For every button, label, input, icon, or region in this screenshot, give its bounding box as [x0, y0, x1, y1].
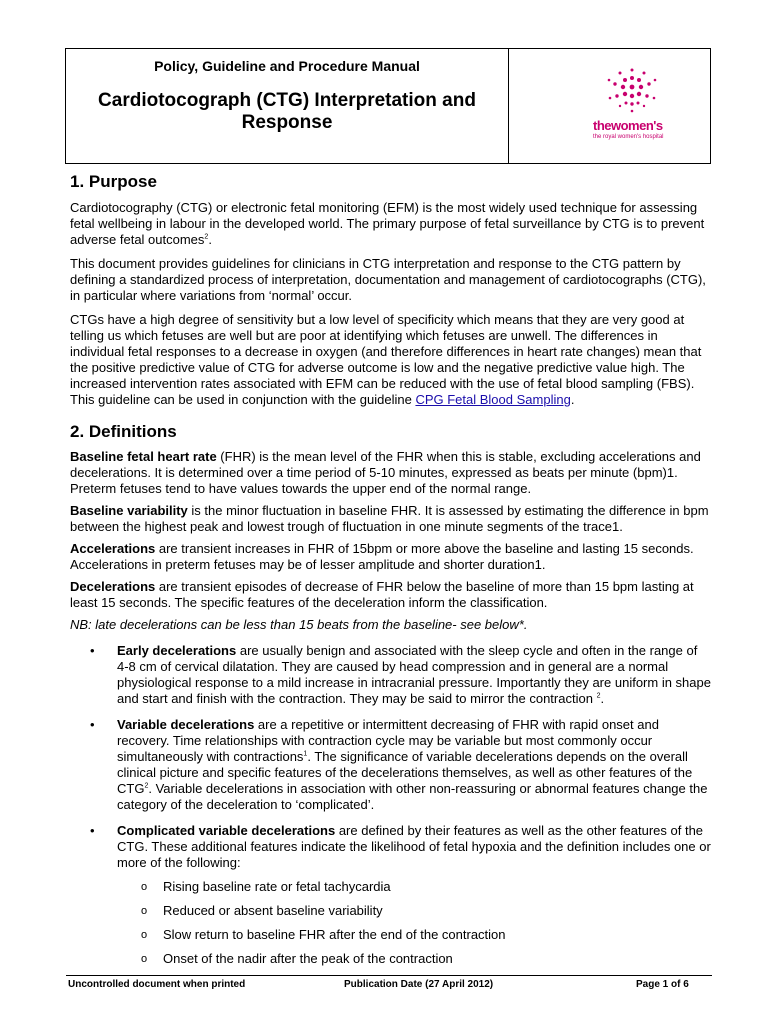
circle-bullet-icon: o	[141, 953, 148, 965]
purpose-paragraph-1: Cardiotocography (CTG) or electronic fetal monitoring (EFM) is the most widely used technique for assessing fetal wellbeing in labour in the developed world. The primary purpose of fetal surveillance by CTG is to prevent adverse fetal outcomes$^2$.	[70, 200, 705, 247]
circle-bullet-icon: o	[141, 881, 148, 893]
nb-note: NB: late decelerations can be less than 15 beats from the baseline- see below*.	[70, 617, 528, 632]
definitions-heading: 2. Definitions	[70, 422, 177, 441]
bullet-icon: •	[90, 717, 95, 732]
manual-title: Policy, Guideline and Procedure Manual	[154, 58, 420, 74]
list-item: o Rising baseline rate or fetal tachycardia	[141, 879, 391, 894]
document-title-line1: Cardiotocograph (CTG) Interpretation and	[98, 90, 476, 111]
document-title-line2: Response	[241, 112, 333, 133]
list-item: o Onset of the nadir after the peak of the contraction	[141, 951, 453, 966]
bullet-early-decelerations: • Early decelerations are usually benign and associated with the sleep cycle and often in the range of 4-8 cm of cervical dilatation. They are caused by head compression and in general are a normal physiological response to a mild increase in intracranial pressure. Importantly they are uniform in shape and start and finish with the contraction. They may be said to mirror the contraction $^2$.	[90, 643, 711, 706]
document-title	[66, 90, 508, 134]
footer-uncontrolled-note: Uncontrolled document when printed	[68, 979, 246, 990]
logo-subtext: the royal women's hospital	[593, 134, 664, 140]
circle-bullet-icon: o	[141, 929, 148, 941]
purpose-paragraph-2: This document provides guidelines for clinicians in CTG interpretation and response to the CTG pattern by defining a standardized process of interpretation, documentation and management of cardiotocographs (CTG), in particular where variations from ‘normal’ occur.	[70, 256, 706, 303]
header-divider	[508, 49, 509, 163]
footer-page-number: Page 1 of 6	[636, 979, 689, 990]
definition-baseline-variability: Baseline variability is the minor fluctuation in baseline FHR. It is assessed by estimating the difference in bpm between the highest peak and lowest trough of fluctuation in one minute segments of the trace1.	[70, 503, 709, 534]
list-item: o Reduced or absent baseline variability	[141, 903, 383, 918]
purpose-heading: 1. Purpose	[70, 172, 157, 191]
definition-baseline-fhr: Baseline fetal heart rate (FHR) is the mean level of the FHR when this is stable, excluding accelerations and decelerations. It is determined over a time period of 5-10 minutes, expressed as beats per minute (bpm)1. Preterm fetuses tend to have values towards the upper end of the normal range.	[70, 449, 701, 496]
bullet-variable-decelerations: • Variable decelerations are a repetitive or intermittent decreasing of FHR with rapid onset and recovery. Time relationships with contraction cycle may be variable but most commonly occur simultaneously with contractions$^1$. The significance of variable decelerations depends on the overall clinical picture and specific features of the decelerations themselves, as well as other features of the CTG$^2$. Variable decelerations in association with other non-reassuring or abnormal features change the category of the deceleration to ‘complicated’.	[90, 717, 708, 812]
logo-wordmark: thewomen's	[593, 118, 663, 133]
definition-decelerations: Decelerations are transient episodes of decrease of FHR below the baseline of more than 15 bpm lasting at least 15 seconds. The specific features of the deceleration inform the classification.	[70, 579, 694, 610]
footer-divider	[66, 975, 712, 976]
list-item: o Slow return to baseline FHR after the end of the contraction	[141, 927, 506, 942]
bullet-icon: •	[90, 643, 95, 658]
cpg-fetal-blood-sampling-link[interactable]: CPG Fetal Blood Sampling	[415, 392, 571, 407]
circle-bullet-icon: o	[141, 905, 148, 917]
purpose-paragraph-3: CTGs have a high degree of sensitivity but a low level of specificity which means that they are very good at telling us which fetuses are well but are poor at identifying which fetuses are unwell. The differences in individual fetal responses to a decrease in oxygen (and therefore differences in heart rate changes) mean that the positive predictive value of CTG for adverse outcome is low and the negative predictive value high. The increased intervention rates associated with EFM can be reduced with the use of fetal blood sampling (FBS). This guideline can be used in conjunction with the guideline CPG Fetal Blood Sampling.	[70, 312, 702, 407]
definition-accelerations: Accelerations are transient increases in FHR of 15bpm or more above the baseline and lasting 15 seconds. Accelerations in preterm fetuses may be of lesser amplitude and shorter duration1.	[70, 541, 694, 572]
document-body	[70, 170, 712, 967]
header-box	[65, 48, 711, 164]
bullet-complicated-variable-decelerations: • Complicated variable decelerations are defined by their features as well as the other features of the CTG. These additional features indicate the likelihood of fetal hypoxia and the definition includes one or more of the following:	[90, 823, 711, 870]
footer-publication-date: Publication Date (27 April 2012)	[344, 979, 494, 990]
bullet-icon: •	[90, 823, 95, 838]
